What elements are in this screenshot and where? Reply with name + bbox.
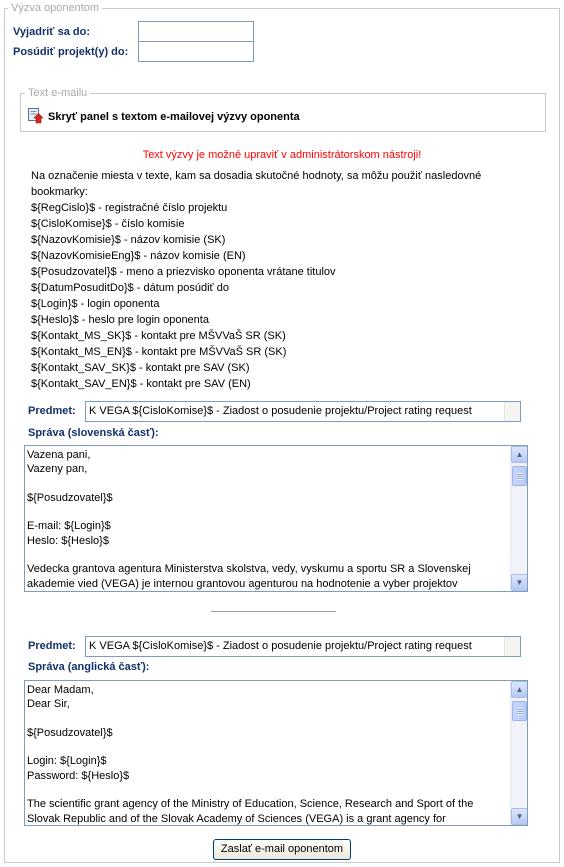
posudit-label: Posúdiť projekt(y) do: xyxy=(13,46,129,58)
bookmark-help xyxy=(31,168,531,392)
help-line: Na označenie miesta v texte, kam sa dosadia skutočné hodnoty, sa môžu použiť nasledovné xyxy=(31,170,482,182)
help-line: ${RegCislo}$ - registračné číslo projektu xyxy=(31,202,228,214)
help-line: ${Heslo}$ - heslo pre login oponenta xyxy=(31,314,209,326)
edit-warning-text: Text výzvy je možné upraviť v administrátorskom nástroji! xyxy=(142,149,422,161)
sk-subject-scrollbar[interactable] xyxy=(504,402,520,421)
help-line: ${Kontakt_SAV_SK}$ - kontakt pre SAV (SK) xyxy=(31,362,250,374)
en-subject-value: K VEGA ${CisloKomise}$ - Ziadost o posudenie projektu/Project rating request xyxy=(89,640,472,652)
scroll-up-arrow-icon[interactable]: ▲ xyxy=(511,446,528,463)
help-line: ${Kontakt_MS_SK}$ - kontakt pre MŠVVaŠ SR (SK) xyxy=(31,330,286,342)
scroll-down-arrow-icon[interactable]: ▼ xyxy=(511,808,528,825)
en-sprava-label: Správa (anglická časť): xyxy=(28,661,150,673)
send-email-button[interactable]: Zaslať e-mail oponentom xyxy=(213,839,351,860)
sk-predmet-label: Predmet: xyxy=(28,405,76,417)
sk-subject-input[interactable] xyxy=(85,401,521,422)
sk-subject-value: K VEGA ${CisloKomise}$ - Ziadost o posudenie projektu/Project rating request xyxy=(89,405,472,417)
help-line: ${Posudzovatel}$ - meno a priezvisko oponenta vrátane titulov xyxy=(31,266,336,278)
help-line: ${Login}$ - login oponenta xyxy=(31,298,160,310)
help-line: ${NazovKomisieEng}$ - názov komisie (EN) xyxy=(31,250,246,262)
en-predmet-label: Predmet: xyxy=(28,640,76,652)
help-line: bookmarky: xyxy=(31,186,88,198)
en-message-scrollbar[interactable] xyxy=(510,681,527,825)
scroll-down-arrow-icon[interactable]: ▼ xyxy=(511,574,528,591)
help-line: ${DatumPosuditDo}$ - dátum posúdiť do xyxy=(31,282,229,294)
vyjadrit-label: Vyjadriť sa do: xyxy=(13,26,90,38)
help-line: ${CisloKomise}$ - číslo komisie xyxy=(31,218,185,230)
help-line: ${Kontakt_SAV_EN}$ - kontakt pre SAV (EN) xyxy=(31,378,251,390)
hide-email-panel-toggle[interactable] xyxy=(27,107,300,127)
collapse-panel-icon[interactable] xyxy=(27,107,44,127)
sk-message-scrollbar[interactable] xyxy=(510,446,527,591)
scroll-thumb[interactable] xyxy=(512,466,527,486)
en-message-body: Dear Madam, Dear Sir, ${Posudzovatel}$ Login: ${Login}$ Password: ${Heslo}$ The scientific grant agency of the Ministry of Education, Science, Research and Sport of the Slovak Republic and of the Slovak Academy of Sciences (VEGA) is a grant agency for xyxy=(27,684,474,825)
help-line: ${Kontakt_MS_EN}$ - kontakt pre MŠVVaŠ SR (SK) xyxy=(31,346,287,358)
scroll-thumb[interactable] xyxy=(512,701,527,721)
posudit-date-input[interactable] xyxy=(138,41,254,62)
en-subject-input[interactable] xyxy=(85,636,521,657)
sk-sprava-label: Správa (slovenská časť): xyxy=(28,427,159,439)
hide-email-panel-label[interactable]: Skryť panel s textom e-mailovej výzvy oponenta xyxy=(48,111,300,123)
en-subject-scrollbar[interactable] xyxy=(504,637,520,656)
scroll-up-arrow-icon[interactable]: ▲ xyxy=(511,681,528,698)
email-panel-legend: Text e-mailu xyxy=(25,87,90,99)
sk-message-body: Vazena pani, Vazeny pan, ${Posudzovatel}$ E-mail: ${Login}$ Heslo: ${Heslo}$ Vedecka grantova agentura Ministerstva skolstva, vedy, vyskumu a sportu SR a Slovenskej akademie vied (VEGA) je internou grantovou agenturou na hodnotenie a vyber projektov xyxy=(27,449,471,590)
sk-message-textarea[interactable] xyxy=(24,445,528,592)
en-message-textarea[interactable] xyxy=(24,680,528,826)
help-line: ${NazovKomisie}$ - názov komisie (SK) xyxy=(31,234,226,246)
vyjadrit-date-input[interactable] xyxy=(138,21,254,42)
section-title: Výzva oponentom xyxy=(8,2,102,14)
section-divider xyxy=(211,611,336,612)
